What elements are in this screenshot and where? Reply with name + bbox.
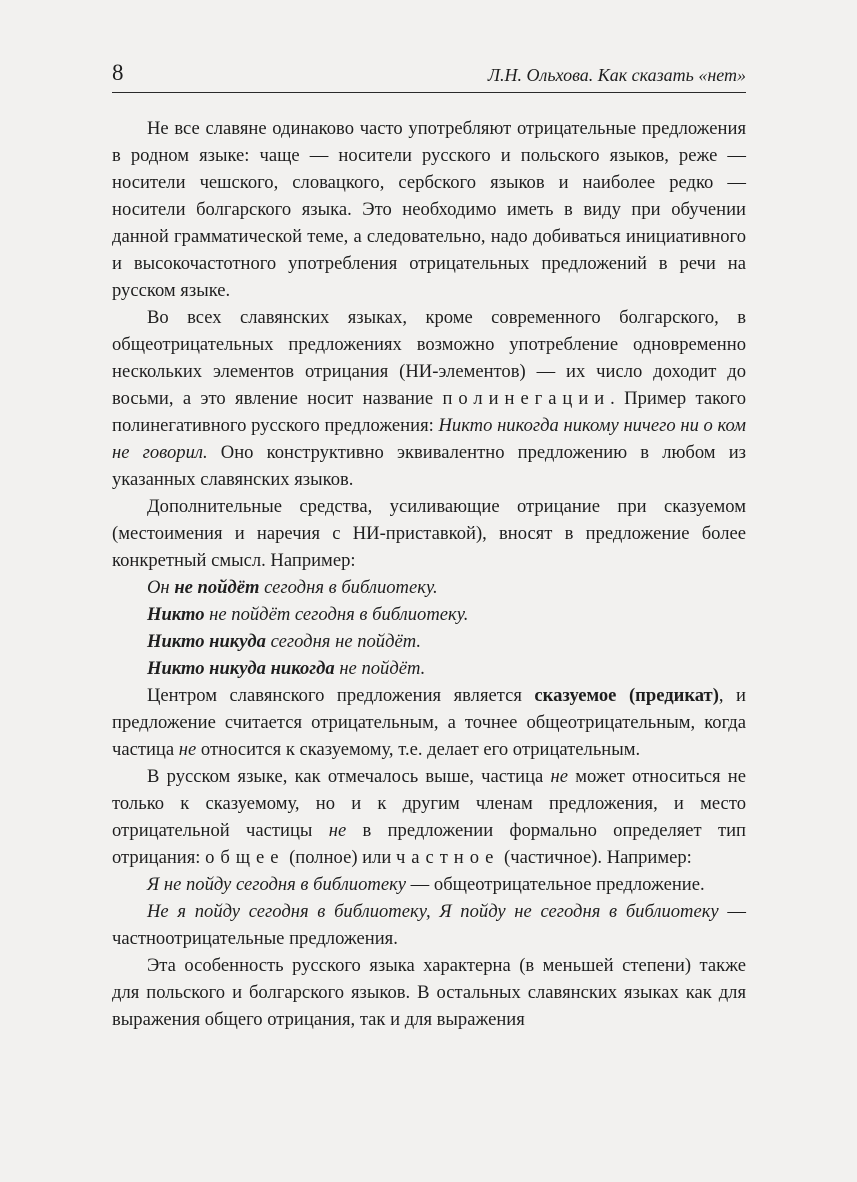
bold-italic-run: Никто никуда никогда <box>147 658 335 679</box>
italic-run: сегодня в библиотеку. <box>259 577 438 598</box>
text-run: (полное) или <box>284 847 396 868</box>
text-run: относится к сказуемому, т.е. делает его отрицательным. <box>196 739 641 760</box>
italic-run: не пойдёт. <box>334 658 426 679</box>
example-3 <box>112 628 746 655</box>
page-header <box>112 60 746 93</box>
bold-italic-run: Никто никуда <box>147 631 266 652</box>
text-run: Оно конструктивно эквивалентно предложению в любом из указанных славянских языков. <box>112 442 746 490</box>
paragraph-2 <box>112 304 746 493</box>
example-2 <box>112 601 746 628</box>
paragraph-4 <box>112 682 746 763</box>
text-run: , и предложение считается отрицательным, а точнее общеотрицательным, когда частица <box>112 685 747 760</box>
text-run: может относиться не только к сказуемому, но и к другим членам предложения, и место отрицательной частицы <box>112 766 746 841</box>
page-number: 8 <box>112 60 124 85</box>
example-1 <box>112 574 746 601</box>
text-run: — частноотрицательные предложения. <box>112 901 746 949</box>
paragraph-text: Эта особенность русского языка характерна (в меньшей степени) также для польского и болгарского языков. В остальных славянских языках как для выражения общего отрицания, так и для выражения <box>112 955 746 1030</box>
page-body <box>112 115 746 1033</box>
italic-run: Он <box>147 577 175 598</box>
italic-example: Я не пойду сегодня в библиотеку <box>147 874 407 895</box>
text-run: в предложении формально определяет тип отрицания: <box>112 820 746 868</box>
italic-run: не пойдёт сегодня в библиотеку. <box>204 604 469 625</box>
example-4 <box>112 655 746 682</box>
text-run: (частичное). Например: <box>499 847 692 868</box>
spaced-term: общее <box>205 847 285 868</box>
spaced-term: полинегации <box>442 388 611 409</box>
paragraph-8 <box>112 952 746 1033</box>
paragraph-3 <box>112 493 746 574</box>
spaced-term: частное <box>396 847 500 868</box>
italic-example: Не я пойду сегодня в библиотеку, Я пойду не сегодня в библиотеку <box>147 901 719 922</box>
bold-italic-run: не пойдёт <box>174 577 260 598</box>
bold-italic-run: Никто <box>147 604 205 625</box>
paragraph-7 <box>112 898 746 952</box>
italic-particle: не <box>328 820 347 841</box>
text-run: . Пример такого полинегативного русского предложения: <box>112 388 746 436</box>
paragraph-1 <box>112 115 746 304</box>
italic-run: сегодня не пойдёт. <box>265 631 422 652</box>
text-run: В русском языке, как отмечалось выше, частица <box>147 766 551 787</box>
paragraph-text: Не все славяне одинаково часто употребляют отрицательные предложения в родном языке: чаще — носители русского и польского языков, реже — носители чешского, словацкого, сербского языков и наиболее редко — носители болгарского языка. Это необходимо иметь в виду при обучении данной грамматической теме, а следовательно, надо добиваться инициативного и высокочастотного употребления отрицательных предложений в речи на русском языке. <box>112 118 746 301</box>
text-run: Во всех славянских языках, кроме современного болгарского, в общеотрицательных предложениях возможно употребление одновременно нескольких элементов отрицания (НИ-элементов) — их число доходит до восьми, а это явление носит название <box>112 307 746 409</box>
paragraph-6 <box>112 871 746 898</box>
text-run: Центром славянского предложения является <box>147 685 535 706</box>
italic-particle: не <box>178 739 197 760</box>
bold-term: сказуемое (предикат) <box>534 685 719 706</box>
text-run: — общеотрицательное предложение. <box>406 874 705 895</box>
italic-example: Никто никогда никому ничего ни о ком не говорил. <box>112 415 746 463</box>
paragraph-text: Дополнительные средства, усиливающие отрицание при сказуемом (местоимения и наречия с НИ-приставкой), вносят в предложение более конкретный смысл. Например: <box>112 496 746 571</box>
paragraph-5 <box>112 763 746 871</box>
running-title: Л.Н. Ольхова. Как сказать «нет» <box>487 65 746 85</box>
italic-particle: не <box>550 766 568 787</box>
